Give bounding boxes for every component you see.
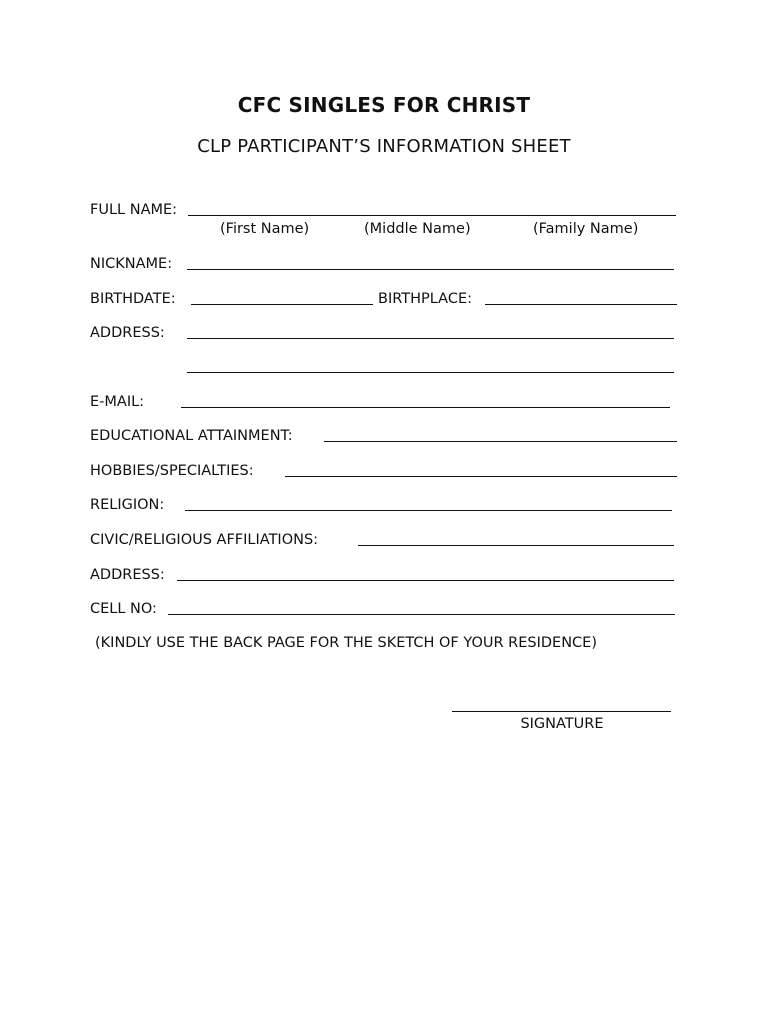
birthplace-label: BIRTHPLACE: [378, 291, 472, 307]
cell-label: CELL NO: [90, 601, 157, 617]
address-label: ADDRESS: [90, 325, 165, 341]
family-name-hint: (Family Name) [533, 221, 639, 237]
middle-name-hint: (Middle Name) [364, 221, 471, 237]
hobbies-line[interactable] [285, 476, 677, 477]
signature-label: SIGNATURE [520, 716, 604, 732]
religion-line[interactable] [185, 510, 672, 511]
hobbies-label: HOBBIES/SPECIALTIES: [90, 463, 254, 479]
document-title: CFC SINGLES FOR CHRIST [237, 93, 531, 117]
nickname-line[interactable] [187, 269, 674, 270]
document-subtitle: CLP PARTICIPANT’S INFORMATION SHEET [197, 136, 571, 157]
email-label: E-MAIL: [90, 394, 145, 410]
affiliations-line[interactable] [358, 545, 674, 546]
education-line[interactable] [324, 441, 677, 442]
residence-sketch-note: (KINDLY USE THE BACK PAGE FOR THE SKETCH OF YOUR RESIDENCE) [95, 635, 597, 651]
full-name-label: FULL NAME: [90, 202, 178, 218]
address2-label: ADDRESS: [90, 567, 165, 583]
email-line[interactable] [181, 407, 670, 408]
birthdate-label: BIRTHDATE: [90, 291, 176, 307]
birthdate-line[interactable] [191, 304, 373, 305]
affiliations-label: CIVIC/RELIGIOUS AFFILIATIONS: [90, 532, 319, 548]
cell-line[interactable] [168, 614, 675, 615]
address-line-1[interactable] [187, 338, 674, 339]
education-label: EDUCATIONAL ATTAINMENT: [90, 428, 293, 444]
address-line-2[interactable] [187, 372, 674, 373]
nickname-label: NICKNAME: [90, 256, 173, 272]
address2-line[interactable] [177, 580, 674, 581]
religion-label: RELIGION: [90, 497, 165, 513]
full-name-line[interactable] [188, 215, 676, 216]
birthplace-line[interactable] [485, 304, 677, 305]
signature-line[interactable] [452, 711, 671, 712]
first-name-hint: (First Name) [220, 221, 310, 237]
